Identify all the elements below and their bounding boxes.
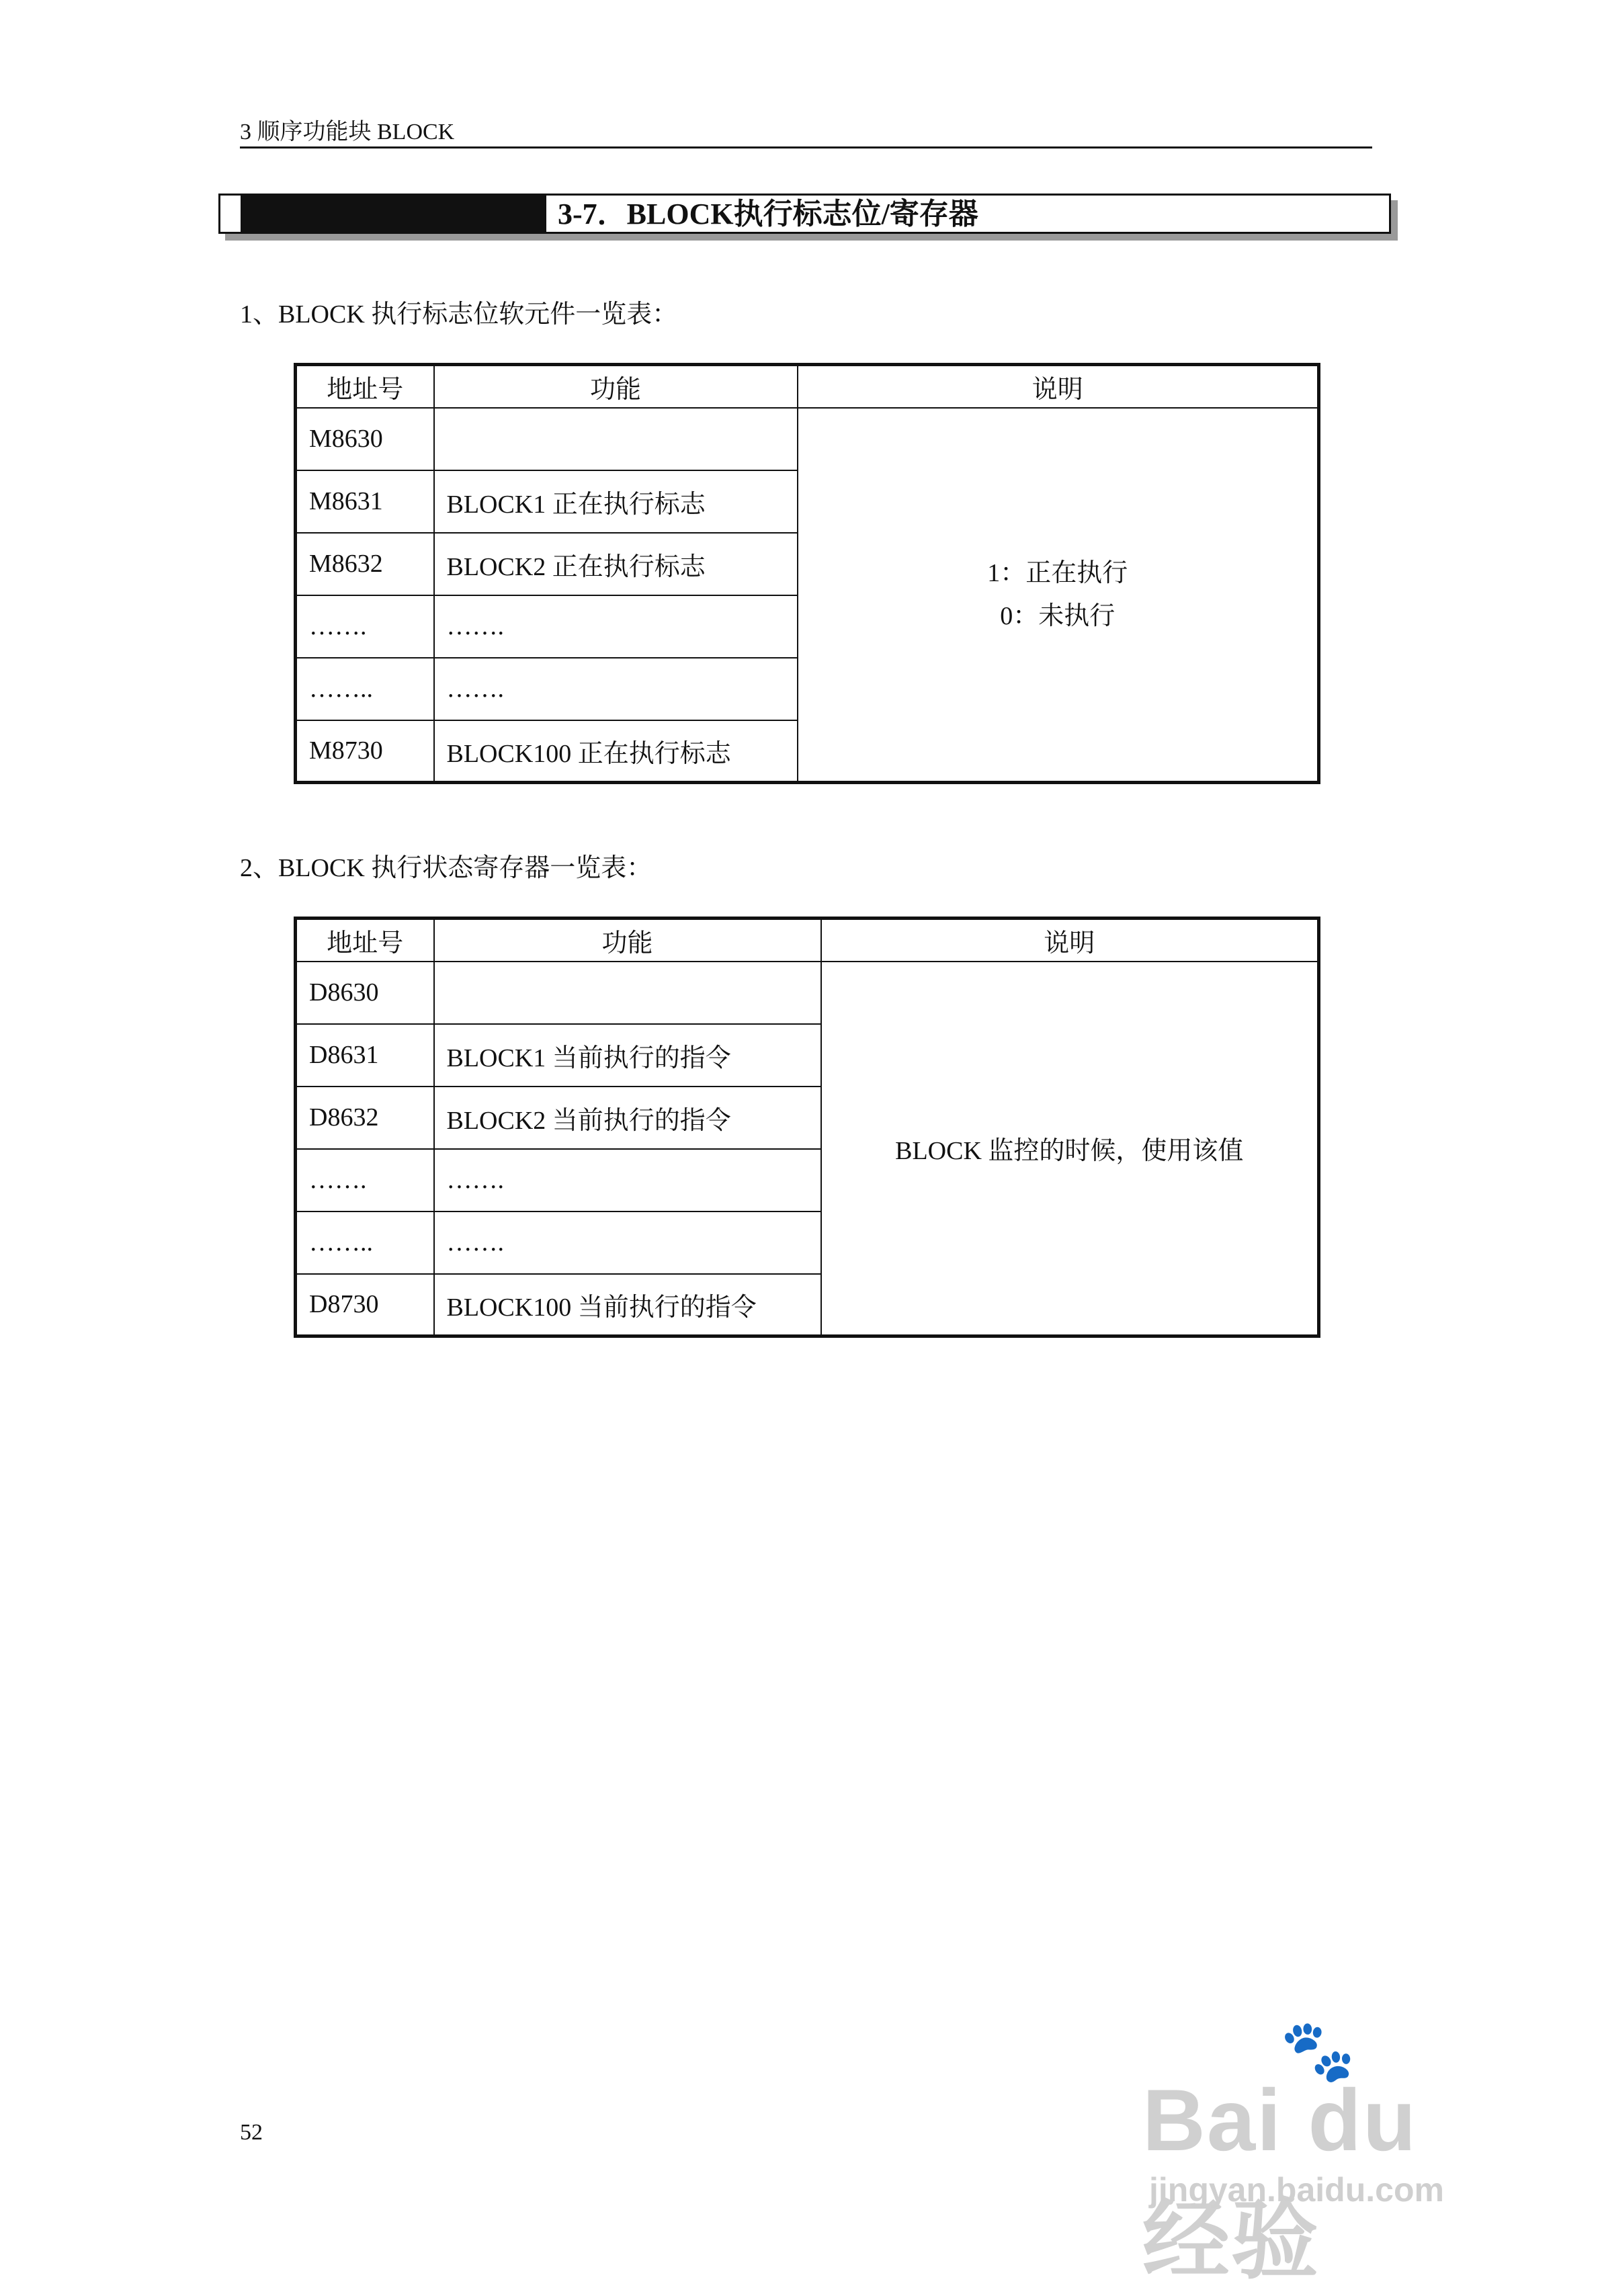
table-header-row: [296, 365, 1319, 408]
cell-address: M8631: [296, 470, 434, 533]
watermark-brand: Bai du 经验: [1142, 2071, 1418, 2289]
cell-address: D8632: [296, 1087, 434, 1149]
table-row: [296, 408, 1319, 470]
heading-black-block: [241, 196, 546, 232]
watermark-url: jingyan.baidu.com: [1149, 2171, 1444, 2209]
cell-address: D8631: [296, 1024, 434, 1087]
section-title: 3-7．BLOCK执行标志位/寄存器: [558, 198, 978, 230]
cell-address: D8730: [296, 1274, 434, 1336]
running-header: 3 顺序功能块 BLOCK: [240, 120, 455, 144]
cell-function: …….: [434, 658, 798, 720]
cell-function: [434, 408, 798, 470]
description-line: 1：正在执行: [987, 558, 1128, 587]
cell-function: …….: [434, 595, 798, 658]
cell-address: M8630: [296, 408, 434, 470]
section-heading-box: [218, 194, 1391, 234]
cell-function: BLOCK1 正在执行标志: [434, 470, 798, 533]
cell-function: [434, 962, 821, 1024]
header-function: 功能: [434, 365, 798, 408]
header-address: 地址号: [296, 365, 434, 408]
cell-address: …….: [296, 1149, 434, 1211]
cell-description: [798, 408, 1319, 783]
header-description: 说明: [798, 365, 1319, 408]
cell-function: BLOCK100 正在执行标志: [434, 720, 798, 783]
paragraph-table2-intro: 2、BLOCK 执行状态寄存器一览表：: [240, 854, 652, 882]
page-number: 52: [240, 2120, 263, 2145]
header-address: 地址号: [296, 919, 434, 962]
flag-device-table: [294, 363, 1320, 784]
table-row: [296, 962, 1319, 1024]
cell-address: ……..: [296, 658, 434, 720]
cell-address: …….: [296, 595, 434, 658]
cell-description: BLOCK 监控的时候，使用该值: [821, 962, 1319, 1336]
cell-function: BLOCK1 当前执行的指令: [434, 1024, 821, 1087]
cell-function: BLOCK100 当前执行的指令: [434, 1274, 821, 1336]
paragraph-table1-intro: 1、BLOCK 执行标志位软元件一览表：: [240, 300, 678, 329]
cell-address: M8730: [296, 720, 434, 783]
header-function: 功能: [434, 919, 821, 962]
description-line: 0：未执行: [1000, 601, 1115, 630]
status-register-table: [294, 917, 1320, 1338]
baidu-jingyan-watermark: [1142, 2016, 1519, 2289]
header-description: 说明: [821, 919, 1319, 962]
cell-address: M8632: [296, 533, 434, 595]
cell-address: ……..: [296, 1211, 434, 1274]
cell-address: D8630: [296, 962, 434, 1024]
cell-function: BLOCK2 当前执行的指令: [434, 1087, 821, 1149]
cell-function: …….: [434, 1149, 821, 1211]
cell-function: …….: [434, 1211, 821, 1274]
paw-icon: 🐾: [1280, 2018, 1356, 2085]
cell-function: BLOCK2 正在执行标志: [434, 533, 798, 595]
table-header-row: [296, 919, 1319, 962]
header-rule: [240, 146, 1372, 148]
